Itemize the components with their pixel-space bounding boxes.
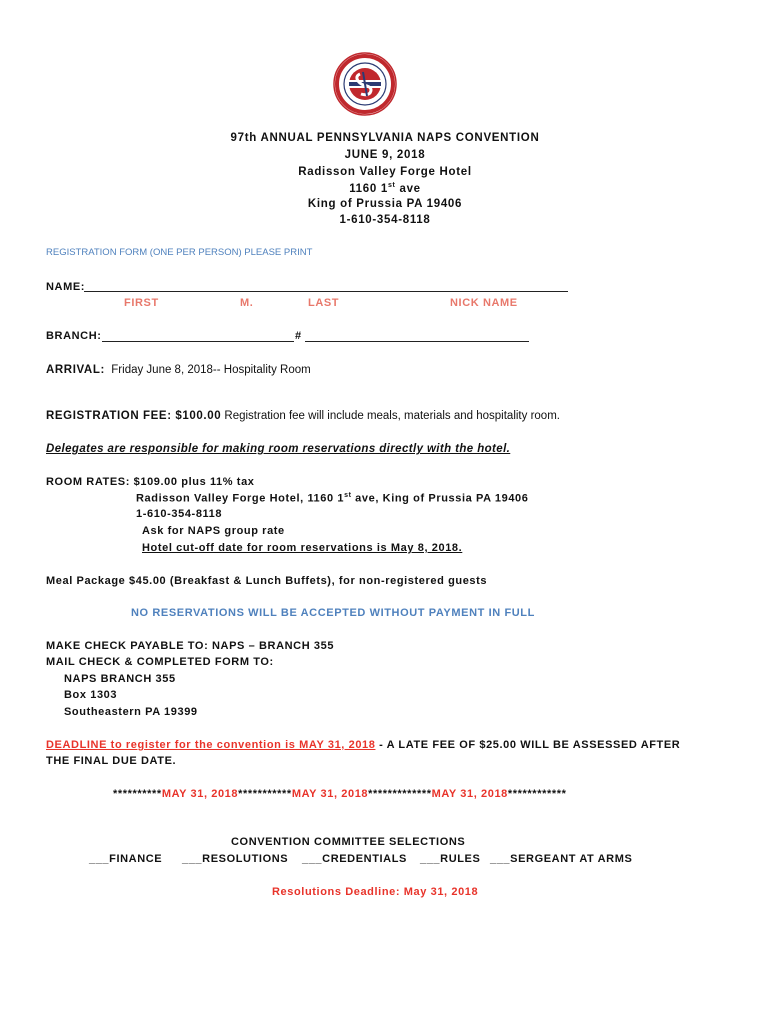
committee-sergeant-at-arms[interactable]: ___SERGEANT AT ARMS xyxy=(490,853,633,865)
branch-label: BRANCH: xyxy=(46,330,102,342)
no-reservations-notice: NO RESERVATIONS WILL BE ACCEPTED WITHOUT PAYMENT IN FULL xyxy=(131,607,535,619)
delegates-note: Delegates are responsible for making room reservations directly with the hotel. xyxy=(46,443,511,455)
room-rates-ask: Ask for NAPS group rate xyxy=(142,525,285,537)
hotel-phone: 1-610-354-8118 xyxy=(339,214,431,226)
name-label: NAME: xyxy=(46,281,86,293)
hotel-street: 1160 1st ave xyxy=(349,182,421,195)
convention-date: JUNE 9, 2018 xyxy=(344,149,426,161)
meal-package: Meal Package $45.00 (Breakfast & Lunch Buffets), for non-registered guests xyxy=(46,575,488,587)
committee-rules[interactable]: ___RULES xyxy=(420,853,481,865)
room-rates-hotel: Radisson Valley Forge Hotel, 1160 1st ave, King of Prussia PA 19406 xyxy=(136,492,529,505)
mail-address-line-1: NAPS BRANCH 355 xyxy=(64,673,176,685)
last-name-label: LAST xyxy=(308,297,340,309)
payable-to: MAKE CHECK PAYABLE TO: NAPS – BRANCH 355 xyxy=(46,640,335,652)
mail-address-line-2: Box 1303 xyxy=(64,689,118,701)
room-rates-phone: 1-610-354-8118 xyxy=(136,508,223,520)
branch-hash: # xyxy=(295,330,302,342)
naps-seal-logo xyxy=(333,52,397,116)
name-input-line[interactable] xyxy=(84,291,568,292)
deadline-notice: DEADLINE to register for the convention is MAY 31, 2018 - A LATE FEE OF $25.00 WILL BE ASSESSED AFTER xyxy=(46,739,681,751)
middle-initial-label: M. xyxy=(240,297,254,309)
hotel-city: King of Prussia PA 19406 xyxy=(307,198,463,210)
registration-fee-row: REGISTRATION FEE: $100.00 Registration fee will include meals, materials and hospitality room. xyxy=(46,410,560,422)
branch-input-line[interactable] xyxy=(102,341,294,342)
room-rates-label: ROOM RATES: $109.00 plus 11% tax xyxy=(46,476,255,488)
room-rates-cutoff: Hotel cut-off date for room reservations is May 8, 2018. xyxy=(142,542,463,554)
committee-credentials[interactable]: ___CREDENTIALS xyxy=(302,853,407,865)
form-note: REGISTRATION FORM (ONE PER PERSON) PLEASE PRINT xyxy=(46,247,313,258)
nick-name-label: NICK NAME xyxy=(450,297,518,309)
hotel-name: Radisson Valley Forge Hotel xyxy=(298,166,472,178)
convention-title: 97th ANNUAL PENNSYLVANIA NAPS CONVENTION xyxy=(230,132,540,144)
first-name-label: FIRST xyxy=(124,297,159,309)
branch-number-input-line[interactable] xyxy=(305,341,529,342)
mail-address-line-3: Southeastern PA 19399 xyxy=(64,706,198,718)
mail-to: MAIL CHECK & COMPLETED FORM TO: xyxy=(46,656,274,668)
deadline-notice-cont: THE FINAL DUE DATE. xyxy=(46,755,177,767)
committee-title: CONVENTION COMMITTEE SELECTIONS xyxy=(231,836,466,848)
deadline-banner: **********MAY 31, 2018***********MAY 31, 2018*************MAY 31, 2018************ xyxy=(113,788,567,800)
arrival-row: ARRIVAL: Friday June 8, 2018-- Hospitality Room xyxy=(46,364,311,376)
resolutions-deadline: Resolutions Deadline: May 31, 2018 xyxy=(272,886,479,898)
committee-resolutions[interactable]: ___RESOLUTIONS xyxy=(182,853,289,865)
committee-finance[interactable]: ___FINANCE xyxy=(89,853,163,865)
